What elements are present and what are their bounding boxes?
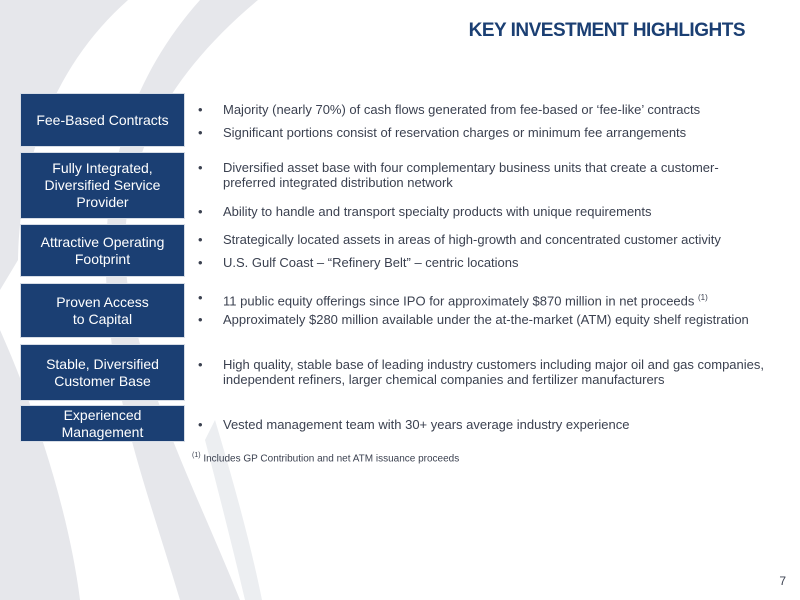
page-title: KEY INVESTMENT HIGHLIGHTS — [468, 20, 745, 41]
bullet-marker: • — [198, 204, 203, 219]
bullet-item — [198, 125, 768, 140]
footnote-text: Includes GP Contribution and net ATM issuance proceeds — [203, 453, 460, 465]
bullet-marker: • — [198, 312, 203, 327]
label-experienced-management — [20, 405, 185, 442]
label-text: Proven Access to Capital — [56, 293, 149, 327]
label-text: Fully Integrated, Diversified Service Provider — [44, 160, 161, 210]
label-text: Fee-Based Contracts — [36, 111, 169, 128]
bullet-marker: • — [198, 160, 203, 175]
bullet-item — [198, 290, 768, 308]
bullet-marker: • — [198, 357, 203, 372]
bullet-item — [198, 312, 768, 327]
bullet-text: Majority (nearly 70%) of cash flows generated from fee-based or ‘fee-like’ contracts — [223, 102, 701, 117]
bullet-item — [198, 417, 768, 432]
bullet-text: Vested management team with 30+ years average industry experience — [223, 417, 630, 432]
label-text: Attractive Operating Footprint — [40, 233, 165, 267]
bullet-text: Significant portions consist of reservation charges or minimum fee arrangements — [223, 125, 687, 140]
bullet-text: Strategically located assets in areas of high-growth and concentrated customer activity — [223, 232, 721, 247]
bullet-item — [198, 102, 768, 117]
label-access-to-capital — [20, 283, 185, 338]
bullet-marker: • — [198, 290, 203, 305]
bullet-marker: • — [198, 125, 203, 140]
bullet-text: 11 public equity offerings since IPO for approximately $870 million in net proceeds — [223, 293, 695, 309]
page-number: 7 — [779, 574, 786, 588]
label-customer-base — [20, 344, 185, 401]
bullet-text: Diversified asset base with four complementary business units that create a customer-preferred integrated distribution network — [223, 160, 719, 190]
bullet-marker: • — [198, 102, 203, 117]
bullet-item — [198, 232, 768, 247]
label-integrated-provider — [20, 152, 185, 219]
bullet-text: Approximately $280 million available under the at-the-market (ATM) equity shelf registration — [223, 312, 749, 327]
bullet-item — [198, 255, 768, 270]
label-fee-based-contracts — [20, 93, 185, 147]
label-operating-footprint — [20, 224, 185, 277]
bullet-marker: • — [198, 232, 203, 247]
label-text: Stable, Diversified Customer Base — [46, 355, 159, 389]
bullet-item — [198, 357, 768, 387]
label-text: Experienced Management — [61, 406, 144, 440]
bullet-text: Ability to handle and transport specialty products with unique requirements — [223, 204, 652, 219]
bullet-item — [198, 204, 768, 219]
footnote-marker: (1) — [192, 452, 201, 459]
footnote — [192, 452, 459, 464]
footnote-ref: (1) — [698, 293, 708, 302]
bullet-marker: • — [198, 255, 203, 270]
bullet-item — [198, 160, 768, 190]
bullet-text: U.S. Gulf Coast – “Refinery Belt” – centric locations — [223, 255, 519, 270]
bullet-marker: • — [198, 417, 203, 432]
bullet-text: High quality, stable base of leading industry customers including major oil and gas companies, independent refiners, larger chemical companies and fertilizer manufacturers — [223, 357, 764, 387]
